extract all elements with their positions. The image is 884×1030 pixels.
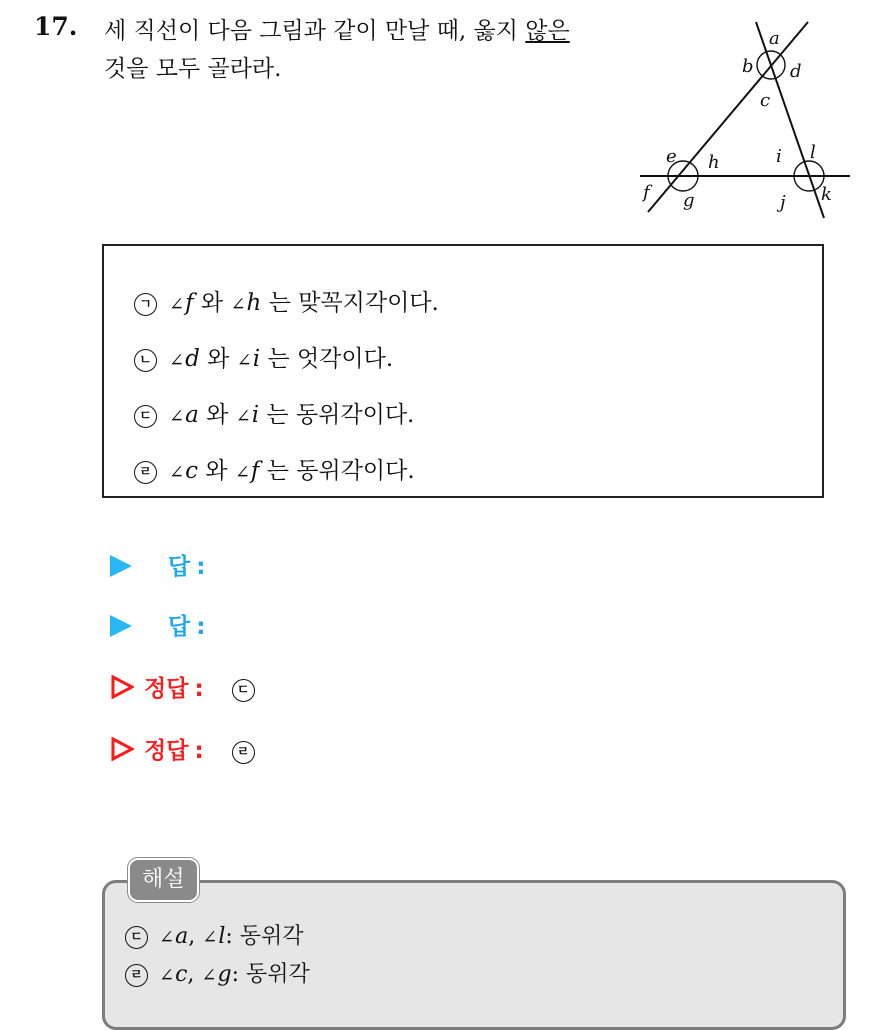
angle-symbol: ∠ a: [159, 924, 188, 949]
angle-symbol: ∠ f: [235, 458, 260, 484]
correct-label: 정답: [144, 676, 189, 702]
label-l: l: [810, 142, 816, 163]
angle-symbol: ∠ h: [230, 290, 261, 316]
correct-marker: ㄷ: [232, 679, 255, 702]
answer-colon: :: [196, 554, 206, 580]
line-left: [648, 22, 808, 212]
label-k: k: [821, 184, 832, 205]
solution-line: [125, 959, 310, 991]
answer-row: [110, 610, 205, 644]
angle-symbol: ∠ c: [169, 458, 198, 484]
label-j: j: [780, 192, 786, 213]
label-e: e: [666, 146, 677, 167]
answer-colon: :: [196, 614, 206, 640]
choice-marker: ㄴ: [134, 349, 157, 372]
label-h: h: [708, 152, 720, 173]
angle-symbol: ∠ a: [169, 402, 199, 428]
question-text: [104, 12, 624, 88]
choice-item: [134, 288, 439, 318]
correct-answer-row: [110, 672, 267, 706]
choice-marker: ㄱ: [134, 293, 157, 316]
conjunction: 와: [207, 346, 230, 372]
angle-symbol: ∠ g: [201, 962, 231, 987]
choice-rest: 는 맞꼭지각이다.: [268, 290, 439, 316]
question-number: 17.: [34, 12, 78, 41]
label-c: c: [760, 90, 771, 111]
play-triangle-icon: [110, 615, 132, 637]
solution-rest: : 동위각: [225, 924, 304, 949]
question-text-part2: 것을 모두 골라라.: [104, 56, 282, 82]
choice-marker: ㄷ: [134, 405, 157, 428]
label-d: d: [790, 61, 802, 82]
choice-item: [134, 344, 393, 374]
correct-label: 정답: [144, 738, 189, 764]
answer-row: [110, 550, 205, 584]
correct-colon: :: [194, 676, 204, 702]
label-f: f: [643, 182, 650, 203]
solution-marker: ㄷ: [125, 926, 148, 949]
angle-symbol: ∠ i: [237, 346, 260, 372]
choice-item: [134, 456, 415, 486]
correct-colon: :: [194, 738, 204, 764]
angle-symbol: ∠ l: [202, 924, 225, 949]
choice-marker: ㄹ: [134, 461, 157, 484]
choice-rest: 는 동위각이다.: [266, 458, 415, 484]
question-text-underlined: 않은: [525, 18, 570, 44]
solution-marker: ㄹ: [125, 964, 148, 987]
solution-rest: : 동위각: [231, 962, 310, 987]
outline-triangle-icon: [110, 737, 134, 761]
label-a: a: [769, 28, 780, 49]
label-i: i: [776, 146, 782, 167]
answer-label: 답: [168, 614, 191, 640]
solution-box: [102, 880, 846, 1030]
correct-answer-row: [110, 734, 267, 768]
choice-rest: 는 동위각이다.: [266, 402, 415, 428]
angle-symbol: ∠ f: [169, 290, 194, 316]
three-lines-figure: [636, 20, 856, 224]
separator: ,: [188, 924, 196, 949]
conjunction: 와: [205, 458, 228, 484]
question-text-part1: 세 직선이 다음 그림과 같이 만날 때, 옳지: [104, 18, 526, 44]
angle-symbol: ∠ d: [169, 346, 200, 372]
conjunction: 와: [200, 290, 224, 316]
angle-symbol: ∠ i: [236, 402, 259, 428]
play-triangle-icon: [110, 555, 132, 577]
correct-marker: ㄹ: [232, 741, 255, 764]
separator: ,: [187, 962, 195, 987]
solution-line: [125, 921, 304, 953]
outline-triangle-icon: [110, 675, 134, 699]
answer-label: 답: [168, 554, 191, 580]
label-b: b: [742, 56, 754, 77]
conjunction: 와: [206, 402, 229, 428]
choice-rest: 는 엇각이다.: [267, 346, 394, 372]
label-g: g: [683, 190, 695, 211]
angle-symbol: ∠ c: [159, 962, 187, 987]
choice-item: [134, 400, 414, 430]
solution-tag: 해설: [128, 858, 199, 902]
choices-box: [102, 244, 824, 498]
